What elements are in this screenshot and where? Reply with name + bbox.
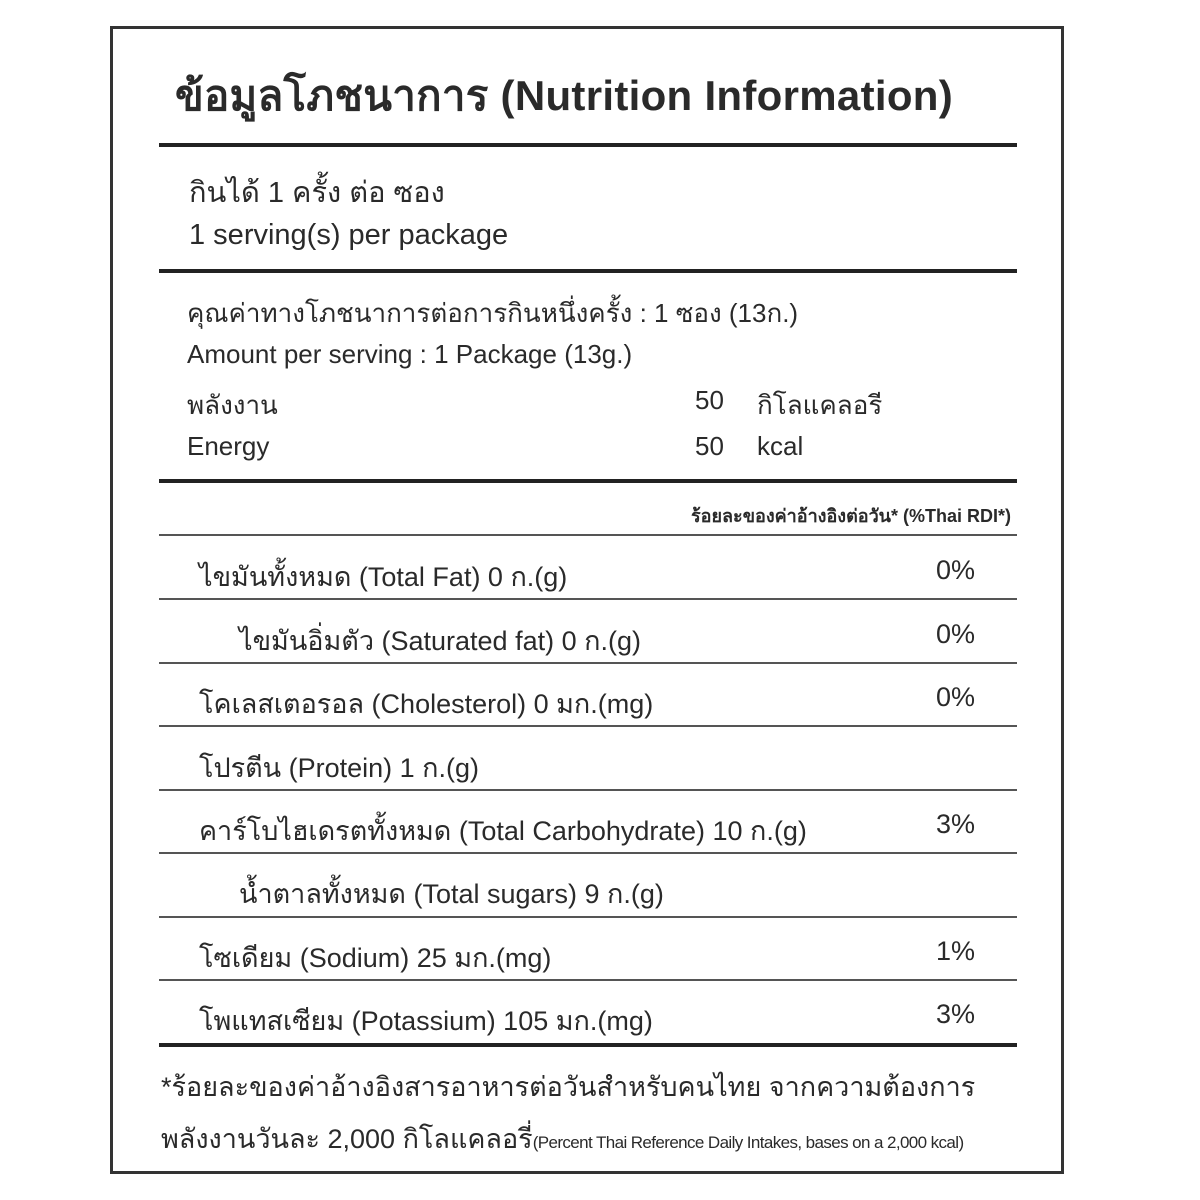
nutrient-percent-sodium: 1% — [935, 936, 975, 966]
nutrient-percent-saturated-fat: 0% — [935, 619, 975, 649]
divider-thin — [159, 916, 1017, 918]
amount-per-serving-english: Amount per serving : 1 Package (13g.) — [187, 339, 633, 369]
divider-thin — [159, 789, 1017, 791]
servings-thai: กินได้ 1 ครั้ง ต่อ ซอง — [189, 177, 445, 209]
label-title: ข้อมูลโภชนาการ (Nutrition Information) — [175, 72, 954, 119]
amount-per-serving-thai: คุณค่าทางโภชนาการต่อการกินหนึ่งครั้ง : 1 ซอง (13ก.) — [187, 298, 799, 328]
divider-thin — [159, 979, 1017, 981]
nutrient-percent-potassium: 3% — [935, 999, 975, 1029]
nutrient-row-saturated-fat: ไขมันอิ่มตัว (Saturated fat) 0 ก.(g) — [239, 626, 641, 656]
divider-thick — [159, 269, 1017, 273]
nutrition-label — [110, 26, 1064, 1174]
nutrient-row-protein: โปรตีน (Protein) 1 ก.(g) — [199, 753, 480, 783]
nutrient-row-total-sugars: น้ำตาลทั้งหมด (Total sugars) 9 ก.(g) — [239, 879, 664, 909]
nutrient-percent-total-fat: 0% — [935, 555, 975, 585]
energy-label-thai: พลังงาน — [187, 390, 278, 420]
energy-label-english: Energy — [187, 431, 270, 461]
energy-unit-thai: กิโลแคลอรี — [757, 390, 883, 420]
nutrient-row-cholesterol: โคเลสเตอรอล (Cholesterol) 0 มก.(mg) — [199, 689, 654, 719]
divider-thin — [159, 534, 1017, 536]
nutrient-row-sodium: โซเดียม (Sodium) 25 มก.(mg) — [199, 943, 552, 973]
divider-thick — [159, 1043, 1017, 1047]
divider-thick — [159, 479, 1017, 483]
divider-thick — [159, 143, 1017, 147]
energy-value-english: 50 — [695, 431, 724, 461]
rdi-column-header: ร้อยละของค่าอ้างอิงต่อวัน* (%Thai RDI*) — [690, 506, 1011, 526]
servings-english: 1 serving(s) per package — [189, 219, 509, 251]
nutrient-percent-cholesterol: 0% — [935, 682, 975, 712]
energy-unit-english: kcal — [757, 431, 804, 461]
footnote-line-2-main: พลังงานวันละ 2,000 กิโลแคลอรี่ — [161, 1124, 533, 1154]
nutrient-row-total-fat: ไขมันทั้งหมด (Total Fat) 0 ก.(g) — [199, 562, 568, 592]
divider-thin — [159, 725, 1017, 727]
footnote-line-2-small: (Percent Thai Reference Daily Intakes, bases on a 2,000 kcal) — [532, 1133, 964, 1152]
nutrient-percent-total-carbohydrate: 3% — [935, 809, 975, 839]
divider-thin — [159, 598, 1017, 600]
footnote-line-1: *ร้อยละของค่าอ้างอิงสารอาหารต่อวันสำหรับคนไทย จากความต้องการ — [161, 1072, 976, 1102]
footnote-line-2 — [161, 1117, 964, 1160]
divider-thin — [159, 662, 1017, 664]
energy-value-thai: 50 — [695, 385, 724, 415]
nutrient-row-potassium: โพแทสเซียม (Potassium) 105 มก.(mg) — [199, 1006, 653, 1036]
divider-thin — [159, 852, 1017, 854]
nutrient-row-total-carbohydrate: คาร์โบไฮเดรตทั้งหมด (Total Carbohydrate) 10 ก.(g) — [199, 816, 807, 846]
